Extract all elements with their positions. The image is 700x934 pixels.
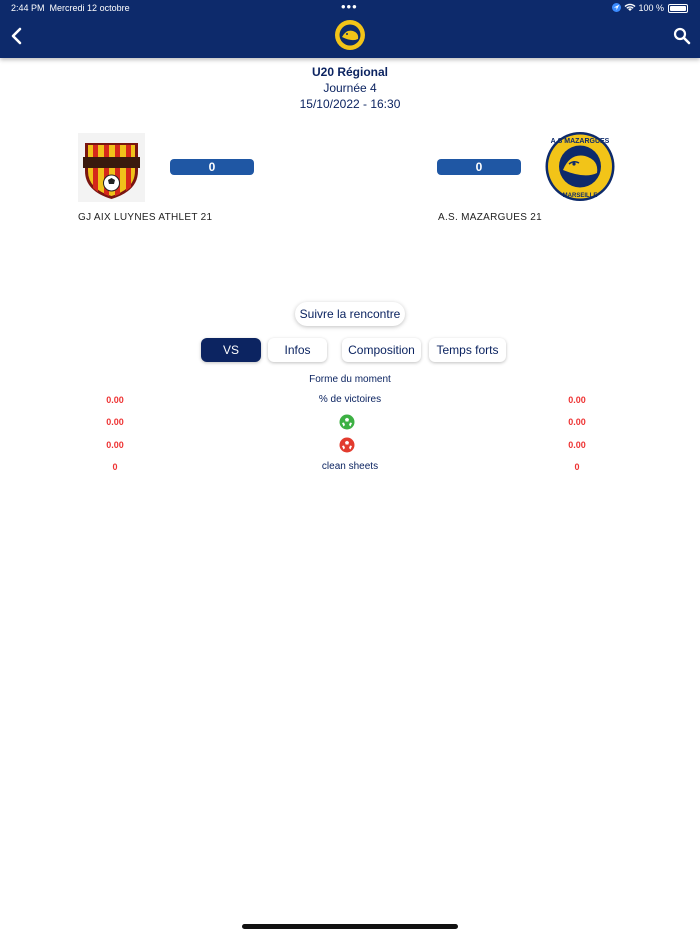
date-text: Mercredi 12 octobre [49, 3, 130, 13]
stat-label: clean sheets [321, 461, 379, 472]
battery-icon [668, 4, 688, 13]
stat-row-clean-sheets [0, 459, 700, 475]
stat-row-win-pct [0, 392, 700, 408]
competition-title: U20 Régional [311, 65, 389, 79]
status-indicators [612, 3, 664, 13]
round-label: Journée 4 [323, 81, 377, 95]
club-logo [333, 18, 367, 52]
away-logo-top-text: A.S MAZARGUES [550, 138, 610, 145]
top-bar [0, 0, 700, 58]
away-stat-value: 0.00 [568, 395, 586, 405]
home-indicator[interactable] [242, 924, 458, 929]
home-stat-value: 0.00 [106, 417, 124, 427]
battery-text: 100 % [638, 3, 664, 13]
tab-vs[interactable]: VS [201, 338, 261, 362]
wifi-icon [624, 3, 636, 12]
away-team-logo[interactable] [545, 131, 615, 202]
location-icon [612, 3, 621, 12]
home-team-name[interactable]: GJ AIX LUYNES ATHLET 21 [78, 212, 213, 223]
stat-row-goals-scored [0, 414, 700, 430]
home-stat-value: 0 [112, 462, 118, 472]
back-chevron-icon[interactable] [8, 26, 26, 46]
away-team-name[interactable]: A.S. MAZARGUES 21 [438, 212, 543, 223]
goal-scored-ball-icon [339, 414, 355, 430]
stat-row-goals-conceded [0, 437, 700, 453]
away-logo-bottom-text: MARSEILLE [562, 193, 598, 199]
stats-title: Forme du moment [309, 374, 391, 385]
tab-infos[interactable]: Infos [268, 338, 327, 362]
home-stat-value: 0.00 [106, 395, 124, 405]
tab-composition[interactable]: Composition [342, 338, 421, 362]
away-stat-value: 0 [574, 462, 580, 472]
away-stat-value: 0.00 [568, 440, 586, 450]
home-team-logo[interactable] [78, 133, 145, 202]
multitask-dots-icon[interactable]: ••• [341, 0, 358, 14]
search-icon[interactable] [672, 26, 692, 46]
time-text: 2:44 PM [11, 3, 45, 13]
stat-label: % de victoires [318, 394, 382, 405]
match-datetime: 15/10/2022 - 16:30 [299, 97, 401, 111]
away-score: 0 [437, 159, 521, 175]
match-info [0, 64, 700, 112]
away-stat-value: 0.00 [568, 417, 586, 427]
home-score: 0 [170, 159, 254, 175]
follow-match-button[interactable]: Suivre la rencontre [295, 302, 405, 326]
goal-conceded-ball-icon [339, 437, 355, 453]
tab-temps-forts[interactable]: Temps forts [429, 338, 506, 362]
home-stat-value: 0.00 [106, 440, 124, 450]
status-time [11, 3, 130, 13]
